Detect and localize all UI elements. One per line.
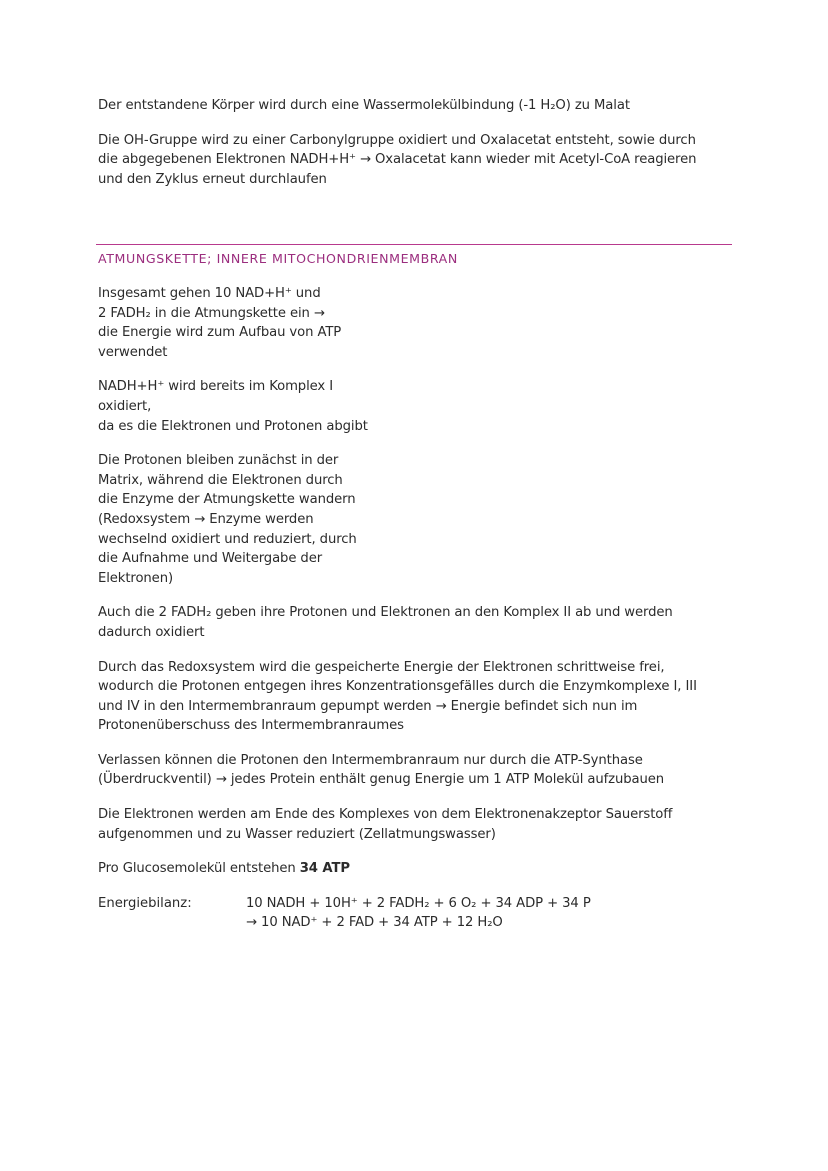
intro-paragraph-2 [98,131,734,190]
paragraph-a-line: Insgesamt gehen 10 NAD+H⁺ und [98,286,321,301]
paragraph-g [98,805,734,844]
paragraph-c-line: (Redoxsystem → Enzyme werden [98,511,314,527]
intro-block [98,96,734,189]
atp-total-prefix: Pro Glucosemolekül entstehen [98,861,300,877]
paragraph-e-line: wodurch die Protonen entgegen ihres Konzentrationsgefälles durch die Enzymkomplexe I, III [98,679,697,695]
paragraph-c-line: Die Protonen bleiben zunächst in der [98,453,339,469]
paragraph-a-line: die Energie wird zum Aufbau von ATP [98,325,342,341]
paragraph-g-line: aufgenommen und zu Wasser reduziert (Zellatmungswasser) [98,826,496,842]
paragraph-e-line: Protonenüberschuss des Intermembranraumes [98,718,404,734]
energy-formula-line-2: → 10 NAD⁺ + 2 FAD + 34 ATP + 12 H₂O [246,915,503,931]
paragraph-c-line: Elektronen) [98,570,173,586]
energy-balance-formula [246,894,591,933]
energy-balance [98,894,734,933]
paragraph-g-line: Die Elektronen werden am Ende des Komplexes von dem Elektronenakzeptor Sauerstoff [98,807,673,823]
atp-total [98,859,734,879]
paragraph-c [98,451,388,588]
paragraph-a-line: verwendet [98,344,168,360]
paragraph-b-line: da es die Elektronen und Protonen abgibt [98,418,368,434]
paragraph-b [98,377,388,436]
paragraph-d-line: dadurch oxidiert [98,624,205,640]
intro-paragraph-2-line-2: die abgegebenen Elektronen NADH+H⁺ → Oxalacetat kann wieder mit Acetyl-CoA reagieren [98,152,697,168]
energy-balance-label: Energiebilanz: [98,895,192,911]
atp-total-value: 34 ATP [299,861,350,877]
paragraph-c-line: Matrix, während die Elektronen durch [98,472,343,488]
paragraph-e [98,658,734,736]
intro-paragraph-1: Der entstandene Körper wird durch eine Wassermolekülbindung (-1 H₂O) zu Malat [98,98,630,113]
paragraph-a [98,284,388,362]
paragraph-c-line: wechselnd oxidiert und reduziert, durch [98,531,357,547]
paragraph-d [98,603,734,642]
section-heading: ATMUNGSKETTE; INNERE MITOCHONDRIENMEMBRAN [98,251,458,266]
paragraph-e-line: Durch das Redoxsystem wird die gespeicherte Energie der Elektronen schrittweise frei, [98,659,665,675]
paragraph-c-line: die Aufnahme und Weitergabe der [98,551,323,567]
paragraph-f [98,751,734,790]
paragraph-a-line: 2 FADH₂ in die Atmungskette ein → [98,305,325,321]
paragraph-f-line: (Überdruckventil) → jedes Protein enthält genug Energie um 1 ATP Molekül aufzubauen [98,772,664,788]
intro-paragraph-2-line-1: Die OH-Gruppe wird zu einer Carbonylgruppe oxidiert und Oxalacetat entsteht, sowie durch [98,132,696,148]
section-divider [96,244,732,245]
section-body [98,284,734,933]
paragraph-f-line: Verlassen können die Protonen den Intermembranraum nur durch die ATP-Synthase [98,752,643,768]
paragraph-b-line: NADH+H⁺ wird bereits im Komplex I oxidiert, [98,379,334,414]
paragraph-e-line: und IV in den Intermembranraum gepumpt werden → Energie befindet sich nun im [98,698,638,714]
intro-paragraph-2-line-3: und den Zyklus erneut durchlaufen [98,171,327,187]
paragraph-c-line: die Enzyme der Atmungskette wandern [98,492,356,508]
paragraph-d-line: Auch die 2 FADH₂ geben ihre Protonen und Elektronen an den Komplex II ab und werden [98,605,673,621]
energy-formula-line-1: 10 NADH + 10H⁺ + 2 FADH₂ + 6 O₂ + 34 ADP + 34 P [246,895,591,911]
